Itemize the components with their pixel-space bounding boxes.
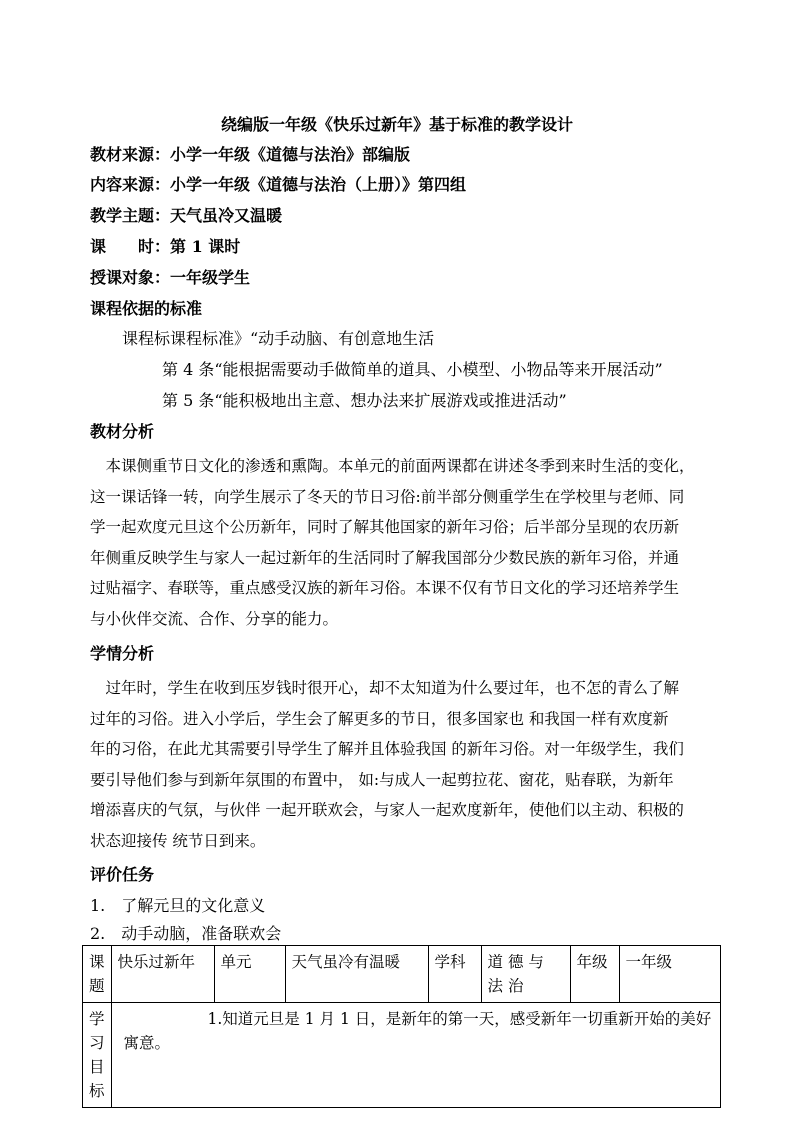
- paragraph-line: 本课侧重节日文化的渗透和熏陶。本单元的前面两课都在讲述冬季到来时生活的变化，: [90, 457, 695, 475]
- table-cell: 一年级: [619, 946, 720, 1003]
- table-cell-goal-label: 学习目标: [83, 1003, 112, 1108]
- paragraph-line: 过年的习俗。进入小学后，学生会了解更多的节日，很多国家也 和我国一样有欢度新: [90, 709, 669, 728]
- table-cell: 快乐过新年: [111, 946, 214, 1003]
- paragraph-line: 增添喜庆的气氛，与伙伴 一起开联欢会，与家人一起欢度新年，使他们以主动、积极的: [90, 801, 684, 820]
- table-cell-goal-text: [111, 1003, 720, 1108]
- info-period: 课 时：第 1 课时: [90, 237, 241, 256]
- standards-heading: 课程依据的标准: [90, 299, 203, 318]
- paragraph-line: 年侧重反映学生与家人一起过新年的生活同时了解我国部分少数民族的新年习俗，并通: [90, 548, 680, 567]
- info-content: 内容来源：小学一年级《道德与法治（上册）》第四组: [90, 175, 467, 194]
- standards-line-2: 第 4 条“能根据需要动手做简单的道具、小模型、小物品等来开展活动”: [162, 360, 663, 379]
- document-title: 绕编版一年级《快乐过新年》基于标准的教学设计: [220, 115, 573, 134]
- table-cell: 天气虽冷有温暖: [285, 946, 428, 1003]
- paragraph-line: 过年时，学生在收到压岁钱时很开心，却不太知道为什么要过年，也不怎的青么了解: [90, 679, 680, 697]
- evaluation-item-1: 1. 了解元旦的文化意义: [90, 896, 266, 915]
- table-row: [83, 1003, 721, 1108]
- paragraph-line: 年的习俗，在此尤其需要引导学生了解并且体验我国 的新年习俗。对一年级学生，我们: [90, 740, 684, 759]
- paragraph-line: 状态迎接传 统节日到来。: [90, 831, 266, 850]
- material-paragraph: [90, 451, 706, 635]
- evaluation-item-2: 2. 动手动脑，准备联欢会: [90, 924, 282, 943]
- paragraph-line: 要引导他们参与到新年氛围的布置中， 如:与成人一起剪拉花、窗花，贴春联，为新年: [90, 770, 674, 789]
- info-source: 教材来源：小学一年级《道德与法治》部编版: [90, 145, 411, 164]
- info-theme: 教学主题：天气虽冷又温暖: [90, 206, 283, 225]
- evaluation-heading: 评价任务: [90, 865, 155, 884]
- standards-line-1: 课程标课程标准》“动手动脑、有创意地生活: [122, 329, 435, 348]
- table-cell: 课题: [83, 946, 112, 1003]
- table-cell: 年级: [570, 946, 619, 1003]
- paragraph-line: 学一起欢度元旦这个公历新年，同时了解其他国家的新年习俗；后半部分呈现的农历新: [90, 518, 680, 537]
- goal-text: 1.知道元旦是 1 月 1 日，是新年的第一天，感受新年一切重新开始的美好寓意。: [123, 1010, 712, 1052]
- lesson-table: [82, 945, 721, 1108]
- table-cell: 道 德 与 法 治: [481, 946, 570, 1003]
- table-cell: 单元: [214, 946, 285, 1003]
- paragraph-line: 与小伙伴交流、合作、分享的能力。: [90, 609, 339, 628]
- material-heading: 教材分析: [90, 422, 155, 441]
- learner-heading: 学情分析: [90, 644, 155, 663]
- table-cell: 学科: [428, 946, 481, 1003]
- standards-line-3: 第 5 条“能积极地出主意、想办法来扩展游戏或推进活动”: [162, 391, 567, 410]
- paragraph-line: 这一课话锋一转，向学生展示了冬天的节日习俗:前半部分侧重学生在学校里与老师、同: [90, 487, 685, 506]
- learner-paragraph: [90, 673, 706, 857]
- paragraph-line: 过贴福字、春联等，重点感受汉族的新年习俗。本课不仅有节日文化的学习还培养学生: [90, 579, 680, 598]
- table-row: [83, 946, 721, 1003]
- info-audience: 授课对象：一年级学生: [90, 268, 251, 287]
